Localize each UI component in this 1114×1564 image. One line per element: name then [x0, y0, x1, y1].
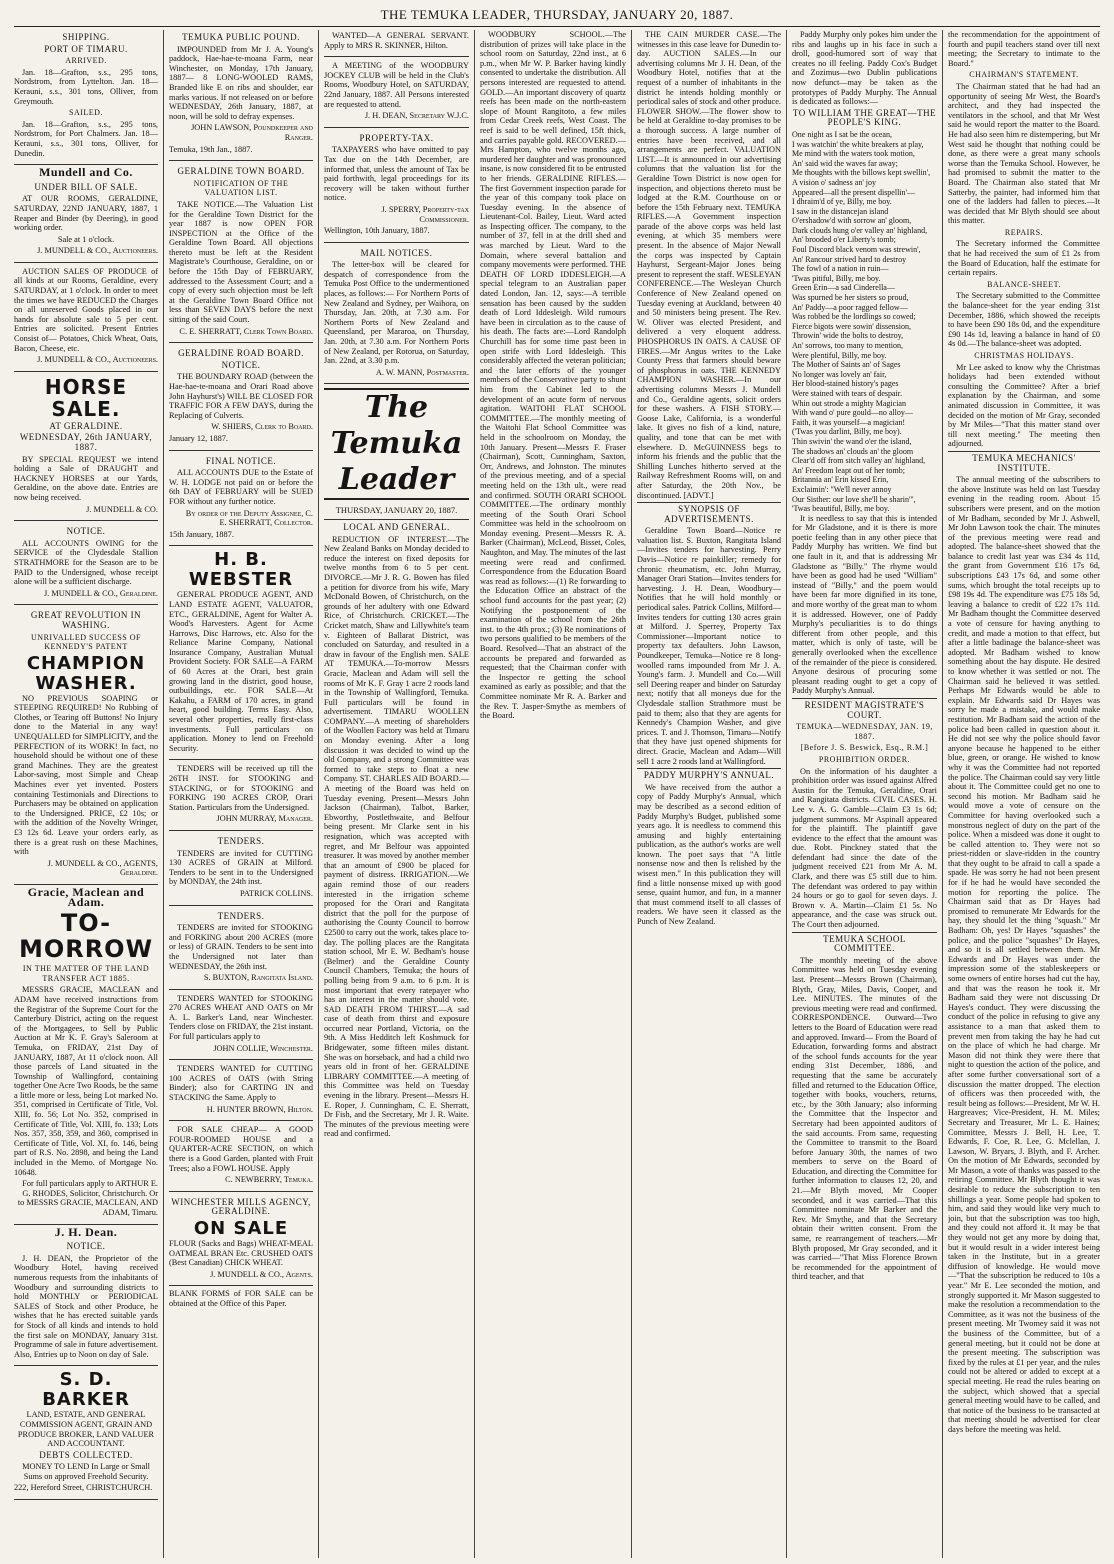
column-4	[480, 30, 626, 1558]
final-signature: By order of the Deputy Assignee, C. E. SHERRATT, Collector.	[185, 508, 313, 528]
webster-ad	[169, 549, 313, 760]
gracie-heading: Gracie, Maclean and Adam.	[27, 884, 145, 909]
poem-line: Fierce bigots were sowin' dissension,	[792, 321, 911, 331]
tenders2-signature: PATRICK COLLINS.	[240, 888, 313, 898]
buxton-tenders-ad	[169, 909, 313, 990]
barker-address: 222, Hereford Street, CHRISTCHURCH.	[14, 1483, 153, 1493]
tenders4-signature: JOHN COLLIE, Winchester.	[213, 1043, 313, 1053]
poem-line: I saw in the distancejan island	[792, 206, 889, 216]
column-rule	[474, 30, 475, 1558]
sailed-text: Jan. 18—Grafton, s.s., 295 tons, Nordstrom, for Port Chalmers. Jan. 18—Kerauni, s.s., 301 tons, Olliver, for Dunedin.	[14, 119, 158, 158]
column-3	[324, 30, 469, 1558]
final-notice-ad	[169, 454, 313, 547]
pound-date: Temuka, 19th Jan., 1887.	[169, 144, 253, 154]
blank-forms-notice: BLANK FORMS of FOR SALE can be obtained at the Office of this Paper.	[169, 1289, 313, 1308]
wanted-ad	[324, 30, 469, 57]
poem-line: Clear'd off from sitch valley an' highland,	[792, 456, 926, 466]
tomorrow-heading: TO-MORROW	[18, 909, 154, 964]
auction-signature: J. MUNDELL & CO., Auctioneers.	[37, 355, 158, 365]
poem-line: Dark clouds hung o'er valley an' highland,	[792, 225, 928, 235]
column-rule	[318, 30, 319, 1558]
final-date: 15th January, 1887.	[169, 529, 234, 539]
poem-line: An' sorrows, too many to mention,	[792, 341, 903, 350]
tenders3-signature: S. BUXTON, Rangitata Island.	[203, 973, 313, 983]
grb-text: THE BOUNDARY ROAD (between the Hae-hae-te-moana and Orari Road above John Hayhurst's) WILL BE CLOSED FOR TRAFFIC FOR A FEW DAYS, during the Replacing of Culverts.	[169, 372, 313, 420]
washing-heading: GREAT REVOLUTION IN WASHING.	[30, 610, 142, 630]
poem-line: Me thoughts with the billows kept swellin',	[792, 168, 931, 178]
grb-heading: GERALDINE ROAD BOARD.	[178, 348, 304, 359]
tenders3-text: TENDERS are invited for STOOKING and FORKING about 200 ACRES (more or less) of GRAIN. Tenders to be sent into the Undersigned not later than WEDNESDAY, the 26th inst.	[169, 923, 313, 971]
poem-line: The fowl of a nation in ruin—	[792, 264, 889, 274]
bill-signature: J. MUNDELL & CO., Auctioneers.	[37, 246, 158, 256]
barker-text: LAND, ESTATE, AND GENERAL COMMISSION AGENT, GRAIN AND PRODUCE BROKER, LAND VALUER AND ACCOUNTANT.	[17, 1410, 155, 1449]
column-7	[948, 30, 1100, 1558]
paddy-text: We have received from the author a copy of Paddy Murphy's Annual, which may be described as a second edition of Paddy Murphy's Budget, published some years ago. It is needless to commend this amusing and highly entertaining publication, as the author's works are well known. The poet says that "A little nonsense now and then Is relished by the wisest men." In this publication they will find a little nonsense mixed up with good sense, quaint humor, and fun, in a manner that must commend itself to all classes of readers. We have seen it classed as the Punch of New Zealand.	[637, 782, 781, 927]
poem-body	[792, 130, 937, 514]
tenders5-text: TENDERS WANTED for CUTTING 100 ACRES of OATS (with String Binder); also for CARTING IN and STACKING the Same. Apply to	[169, 1064, 313, 1103]
poem-line: O'ershadow'd with sorrow an' gloom,	[792, 216, 912, 226]
mail-heading: MAIL NOTICES.	[360, 247, 433, 258]
barker-debts: DEBTS COLLECTED.	[39, 1449, 133, 1460]
road-board-ad	[169, 346, 313, 450]
shipping-section	[14, 30, 158, 165]
poem-line: A vision o' sadness an' joy	[792, 177, 876, 187]
tenders5-signature: H. HUNTER BROWN, Hilton.	[206, 1104, 313, 1114]
gtb-subheading: NOTIFICATION OF THE VALUATION LIST.	[193, 178, 289, 198]
synopsis-heading: SYNOPSIS OF ADVERTISEMENTS.	[637, 502, 781, 524]
page-masthead: THE TEMUKA LEADER, THURSDAY, JANUARY 20, 1887.	[14, 4, 1100, 27]
onsale-signature: J. MUNDELL & CO., Agents.	[210, 1269, 313, 1279]
poem-line: Green Erin—a sad Cinderella—	[792, 283, 895, 293]
poem-line: An' said wid the waves far away;	[792, 158, 898, 168]
pound-ad	[169, 30, 313, 161]
forsale-signature: C. NEWBERRY, Temuka.	[225, 1175, 313, 1185]
stallion-notice-ad	[14, 524, 158, 605]
column-5	[637, 30, 781, 1558]
tenders3-heading: TENDERS.	[217, 910, 265, 921]
poem-line: Our Sisther: our love she'll be sharin'",	[792, 494, 916, 504]
column-rule	[163, 30, 164, 1558]
barker-ad	[14, 1369, 158, 1500]
washer-signature: J. MUNDELL & CO., AGENTS, Geraldine.	[47, 858, 158, 878]
balance-heading: BALANCE-SHEET.	[987, 279, 1061, 289]
rm-court-heading: RESIDENT MAGISTRATE'S COURT.	[792, 698, 937, 720]
christmas-heading: CHRISTMAS HOLIDAYS.	[974, 351, 1074, 360]
prop-text: TAXPAYERS who have omitted to pay Tax due on the 14th December, are informed that, unless the amount of Tax be paid forthwith, legal proceedings for its recovery will be taken without further notice.	[324, 145, 469, 203]
washer-heading: CHAMPION WASHER.	[26, 652, 146, 694]
christmas-text: Mr Lee asked to know why the Christmas holidays had been extended without consulting the Committee? After a brief explanation by the Chairman, and some animated discussion in Committee, it was decided on the motion of Mr Gray, seconded by Mr Miles—"That this matter stand over till next meeting." The meeting then adjourned.	[948, 362, 1100, 449]
horse-sale-date: WEDNESDAY, 26th JANUARY, 1887.	[19, 432, 153, 452]
grb-signature: W. SHIERS, Clerk to Board.	[211, 422, 313, 432]
onsale-items: FLOUR (Sacks and Bags) WHEAT-MEAL OATMEAL BRAN Etc. CRUSHED OATS (Best Canadian) CHICK WHEAT.	[169, 1238, 313, 1268]
bill-of-sale-ad	[14, 180, 158, 263]
poem-heading: TO WILLIAM THE GREAT—THE PEOPLE'S KING.	[792, 107, 937, 128]
repairs-heading: REPAIRS.	[1004, 227, 1044, 237]
column-6	[792, 30, 937, 1558]
synopsis-text: Geraldine Town Board—Notice re valuation list. S. Buxton, Rangitata Island—Invites tenders for harvesting. Perry Davis—Notice re painkiller; remedy for chronic rheumatism, etc. John Murray, Manager Orari Station—Invites tenders for harvesting. J. H. Dean, Woodbury—Notifies that he will hold monthly or periodical sales. Patrick Collins, Milford—Invites tenders for cutting 130 acres grain at Milford. J. Sperrey, Property Tax Commissioner—Important notice to property tax defaulters. John Lawson, Poundkeeper, Temuka—Notice re 8 long-woolled rams impounded from Mr J. A. Young's farm. J. Mundell and Co.—Will sell Deering reaper and binder on Saturday next; notify that all moneys due for the Clydesdale stallion Strathmore must be paid to them; also that they are agents for Kennedy's Champion Washer, and give prices. T. and J. Thomson, Timaru—Notify that they have just opened shipments for direct. Gracie, Maclean and Adam—Will sell 1 acre 2 roods land at Wallingford.	[637, 526, 781, 766]
horse-sale-signature: J. MUNDELL & CO.	[86, 504, 158, 514]
poem-line: I dhraim'd of ye, Billy, me boy.	[792, 197, 892, 207]
mail-notices	[324, 246, 469, 385]
poem-line: 'Twas pitiful, Billy, me boy.	[792, 273, 881, 283]
poem-line: No longer was lovely an' fair,	[792, 369, 887, 379]
poem-line: Were stained with tears of despair.	[792, 388, 902, 398]
poem-line: One night as I sat be the ocean,	[792, 129, 892, 139]
column-1	[14, 30, 158, 1558]
pound-heading: TEMUKA PUBLIC POUND.	[182, 32, 300, 42]
tomorrow-auction-ad	[14, 909, 158, 1224]
poem-line: The Mother of Saints an' of Sages	[792, 360, 901, 370]
poem-line: Appeared—all the present dispellin'—	[792, 187, 915, 197]
milford-tenders-ad	[169, 834, 313, 906]
port-subheading: PORT OF TIMARU.	[44, 43, 128, 54]
prop-heading: PROPERTY-TAX.	[359, 132, 434, 143]
arrived-text: Jan. 18—Grafton, s.s., 295 tons, Nordstrom, from Lyttelton. Jan. 18—Kerauni, s.s., 301 tons, Olliver, from Greymouth.	[14, 67, 158, 106]
poem-line: With wand o' pure gould—no alloy—	[792, 408, 913, 418]
jockey-club-ad	[324, 60, 469, 128]
pound-text: IMPOUNDED from Mr J. A. Young's paddock, Hae-hae-te-moana Farm, near Winchester, on Monday, 17th January, 1887— 8 LONG-WOOLED RAMS, Branded like E on ribs and shoulder, ear marks various. If not released on or before WEDNESDAY, 26th January, 1887, at noon, will be sold to defray expenses.	[169, 44, 313, 121]
gtb-heading: GERALDINE TOWN BOARD.	[177, 166, 305, 177]
barker-heading: S. D. BARKER	[42, 1369, 130, 1411]
orari-tenders-ad	[169, 763, 313, 831]
dean-notice-ad	[14, 1239, 158, 1366]
bill-sale-time: Sale at 1 o'clock.	[57, 234, 115, 244]
dean-notice-heading: NOTICE.	[66, 1241, 106, 1252]
mail-text: The letter-box will be cleared for despatch of correspondence from the Temuka Post Office to the undermentioned places, as follows:— For Northern Ports of New Zealand and Sydney, per Waihora, on Thursday, Jan. 20th, at 7.30 a.m. For Northern Ports of New Zealand and Queensland, per Mararoa, on Thursday, Jan. 20th, at 7.30 a.m. For Northern Ports of New Zealand, per Rotorua, on Saturday, Jan. 22nd, at 3.30 p.m.	[324, 260, 469, 366]
balance-text: The Secretary submitted to the Committee the balance-sheet for the year ending 31st December, 1886, which showed the receipts to have been £90 18s 0d, and the expenditure £90 14s 1d, leaving a balance in hand of £0 4s 0d.—The balance-sheet was adopted.	[948, 291, 1100, 349]
poem-line: I was watchin' the white breakers at play,	[792, 139, 924, 149]
auction-text: AUCTION SALES OF PRODUCE of all kinds at our Rooms, Geraldine, every SATURDAY, at 1 o'clock. In order to meet the times we have REDUCED the Charges on all unreserved Goods placed in our hands for absolute sale to 5 per cent. Entries are solicited. Present Entries Consist of— Potatoes, Chick Wheat, Oats, Bacon, Cheese, etc.	[14, 266, 158, 353]
dean-heading: J. H. Dean.	[54, 1224, 118, 1239]
shipping-heading: SHIPPING.	[62, 32, 110, 42]
poem-line: Exclaimin': "We'll never annoy	[792, 484, 892, 494]
mechanics-text: The annual meeting of the subscribers to the above Institute was held on last Tuesday evening in the reading room. About 15 subscribers were present, and on the motion of Mr Badham, seconded by Mr J. Ashwell, Mr John Lawson took the chair. The minutes of the previous meeting were read and adopted. The balance-sheet showed that the balance to credit last year was £34 4s 11d, the grant from Government £16 17s 6d, subscriptions £43 17s 6d, and some other sums, which brought the total receipts up to £98 19s 4d. The expenditure was £75 18s 5d, leaving a balance to credit of £22 17s 11d. Mr Badham thought the Committee deserved a vote of censure for having anything to credit, and made a motion to that effect, but after a little badinage the balance-sheet was adopted. Mr Badham wished to know something about the hay dispute. He desired to know whether it was settled or not. The Chairman said he believed it was settled. Perhaps Mr Edwards would be able to explain. Mr Edwards said Dr Hayes was sorry he made a mistake, and would make restitution. Mr Badham said the action of the police had been called in question about it. He did not see why the police should favor anyone because he happened to be either blue, green, or orange. He wished to know why it was the Committee had not reported the police. The Chairman could say very little about it. The Committee could get no one to second his motion. Mr Badham said he would move a vote of censure on the Committee for having overlooked such a monstrous neglect of duty on the part of the police. When a misdeed was done it ought to be called attention to. They were not so priest-ridden or slave-ridden in the country that they ought to be afraid to call a spade a spade. He was sorry he had not been present for if he had he would have seconded the motion for reporting the police. The Chairman said that as Dr Hayes had promised to remunerate Mr Edwards for the hay, they should let the thing "squash." Mr Badham: Oh, yes! Dr Hayes "squashes" the police, and the police "squashes" Dr Hayes, and so it is all settled between them. Mr Edwards and Dr Hayes was under the impression some of the stableskeepers or some owners of entire horses had cut the hay, and that was the reason he took it. Mr Badham said they were not discussing Dr Hayes's conduct. They were discussing the conduct of the police in refusing to give any assistance to a man that asked them to prevent men from taking the hay he had cut on the place of which he had charge. Mr Mason did not think they were there that night to question the action of the police, and after some further conversational sort of a discussion the matter dropped. The election of officers was then proceeded with, the result being as follows:—President, Mr W. H. Hargreaves; Vice-President, H. M. Miles; Secretary and Treasurer, Mr L. E. Haines; Committee, Messrs J. Bell, H. Lee, T. Edwards, F. Coe, R. Lee, G. Mclellan, J. Lawson, W. Bryars, J. Blyth, and F. Archer. On the motion of Mr Edwards, seconded by Mr Mason, a vote of thanks was passed to the retiring Committee. Mr Blyth thought it was desirable to reduce the subscription to ten shillings a year. Some people had spoken to him, and said they would like very much to join, but that the subscription was too high, and they could not afford it. It may be that they would not get any more by doing that, but it would result in a wider interest being taken in the Institute, but in a greater diffusion of knowledge. He would move—"That the subscription be reduced to 10s a year." Mr E. Lee seconded the motion, and strongly supported it. Mr Mason suggested to make the resolution a recommendation to the Committee, as it was not the business of the present meeting. Mr Twomey said it was not the business of the Committee, but of a general meeting, but it could not be done at the present meeting. The subscription was fixed by the rules at £1 per year, and the rules could not be altered or added to except at a special meeting. He read the rules bearing on the subject, which showed that a special general meeting would have to be called, and that notice of the business to be transacted at that meeting should be advertised for clear days before the meeting was held.	[948, 475, 1100, 1434]
washing-subheading: UNRIVALLED SUCCESS OF KENNEDY'S PATENT	[31, 632, 141, 652]
poem-line: Was robbed be the lordlings so cowed;	[792, 312, 916, 322]
tenders4-text: TENDERS WANTED for STOOKING 270 ACRES WHEAT AND OATS on Mr A. L. Barker's Land, near Winchester. Tenders close on FRIDAY, the 21st instant. For full particulars apply to	[169, 993, 313, 1042]
column-7-intro: the recommendation for the appointment of fourth and pupil teachers stand over till next meeting; the Secretary to intimate to the Board."	[948, 30, 1100, 68]
poem-line: An' Paddy—a poor ragged fellow—	[792, 302, 908, 312]
notice-heading: NOTICE.	[66, 526, 106, 537]
rm-court-prohibition: PROHIBITION ORDER.	[818, 754, 911, 764]
prop-date: Wellington, 10th January, 1887.	[324, 226, 430, 236]
forsale-text: FOR SALE CHEAP— A GOOD FOUR-ROOMED HOUSE and a QUARTER-ACRE SECTION, on which there is a Good Garden, planted with Fruit Trees; also a FOWL HOUSE. Apply	[169, 1125, 313, 1173]
notice-signature: J. MUNDELL & CO., Geraldine.	[43, 588, 158, 598]
sailed-label: SAILED.	[69, 108, 103, 118]
poem-line: Throwin' wide the bolts to destroy,	[792, 331, 904, 341]
mechanics-heading: TEMUKA MECHANICS' INSTITUTE.	[948, 451, 1100, 473]
arrived-label: ARRIVED.	[65, 56, 107, 66]
column-5-text: THE CAIN MURDER CASE.—The witnesses in this case leave for Dunedin to-day. AUCTION SALES.—In our advertising columns Mr J. H. Dean, of the Woodbury Hotel, notifies that at the request of a number of inhabitants in the district he intends holding monthly or periodical sales of stock and other produce. FLOWER SHOW.—The flower show to be held at Geraldine to-day promises to be a thorough success. A large number of entries have been received, and all arrangements are perfect. VALUATION LIST.—It is announced in our advertising columns that the valuation list for the Geraldine Town District is now open for inspection, and objections thereto must be lodged at the R.M. Courthouse on or before the 15th February next. TEMUKA RIFLES.—A Government inspection parade of the above corps was held last evening, at which 35 members were present. In the absence of Major Newall the corps was inspected by Captain Hayhurst, Sergeant-Major Jones being present to represent the staff. WESLEYAN CONFERENCE.—The Wesleyan Church Conference of New Zealand opened on Tuesday evening at Auckland, between 40 and 50 ministers being present. The Rev. W. Oliver was elected President, and delivered a very eloquent address. PHOSPHORUS IN OATS. A CAUSE OF FIRES.—Mr Angus writes to the Lake County Press that farmers should beware of phosphorus in oats. THE KENNEDY CHAMPION WASHER.—In our advertising columns Messrs J. Mundell and Co., Geraldine agents, solicit orders for these washers. A FISH STORY.—Goose Lake, California, is a wonderful lake. It gives no fish of a kind, nature, quality, and tone that can be met with elsewhere. D. McGUINNESS begs to inform his friends and the public that the Shilling Lunches hitherto served at the Railway Refreshment Rooms will, on and after Saturday, the 20th Nov., be discontinued. [ADVT.]	[637, 30, 781, 500]
winchester-mills-ad	[169, 1195, 313, 1287]
wanted-text: WANTED—A GENERAL SERVANT. Apply to MRS R. SKINNER, Hilton.	[324, 31, 469, 50]
issue-date: THURSDAY, JANUARY 20, 1887.	[324, 504, 469, 520]
rm-court-before: [Before J. S. Beswick, Esq., R.M.]	[800, 743, 929, 753]
local-general-text: REDUCTION OF INTEREST.—The New Zealand Banks on Monday decided to reduce the interest on fixed deposits for twelve months from 6 to 5 per cent. DIVORCE.—Mr J. R. G. Bowen has filed a petition for divorce from his wife, Mary McDonald Bowen, of Christchurch, on the grounds of her adultery with one Edward Rice, of Christchurch. CRICKET.—The Cricket match, Shaw and Lillywhite's team v. Eighteen of Ballarat District, was concluded on Saturday, and resulted in a draw in favour of the English men. SALE AT TEMUKA.—To-morrow Messrs Gracie, Maclean and Adam will sell the rooms of Mr K. F. Gray 1 acre 2 roods land in the Township of Wallingford, Temuka. Full particulars will be found in advertisement. TIMARU WOOLLEN COMPANY.—A meeting of shareholders of the Woollen Factory was held at Timaru on Monday evening. After a long discussion it was decided to wind up the old Company, and a strong Committee was formed to take steps to float a new Company. ST. CHARLES AID BOARD.—A meeting of the Board was held on Tuesday evening. Present—Messrs John Jackson (Chairman), Talbot, Barker, Ebworthy, Postlethwaite, and Belfour being present. Mr Clarke sent in his resignation, which was accepted with regret, and Mr Belfour was appointed treasurer. It was moved by another member that an amount of £900 be placed for payment of distress. IRRIGATION.—We again remind those of our readers interested in the irrigation scheme proposed for the Orari and Rangitata district that the poll for the purpose of authorising the County Council to borrow £2500 to carry out the work, takes place to-day. The polling places are the Rangitata station school, Mr E. W. Bedham's house (Belmer) and the Geraldine County Council Chambers, Temuka; the hours of polling being from 9 a.m. to 6 p.m. It is most important that every ratepayer who has an interest in the matter should vote. SAD DEATH FROM THIRST.—A sad case of death from thirst and exposure occurred near Portland, Victoria, on the 9th. A Miss Hedditch left Koshmuck for Bridgewater, some fifteen miles distant. She was on horseback, and had a child two years old in front of her. GERALDINE LIBRARY COMMITTEE.—A meeting of this Committee was held on Tuesday evening in the library. Present—Messrs H. E. Roper, J. Cunningham, C. E. Sherratt, Dr Fish, and the Secretary, Mr J. R. Waite. The minutes of the previous meeting were read and confirmed.	[324, 534, 469, 1139]
washer-text: NO PREVIOUS SOAPING or STEEPING REQUIRED! No Rubbing of Clothes, or Tearing off Buttons! No Injury done to the Material in any way! UNEQUALLED for SIMPLICITY, and the PERFECTION of its WORK! In fact, no household should be without one of these grand Machines. They are the greatest Labor-saving, most Simple and Cheap Machines ever yet invented. Posters containing Testimonials and Directions to Purchasers may be obtained on application to the Undersigned. PRICE, £2 10s; or with the addition of the Novelty Wringer, £3 12s 6d. Leave your orders early, as there is a great rush on these Machines, with	[14, 693, 158, 857]
poem-line: Foul Discord black venom was strewin',	[792, 245, 921, 255]
paddy-intro: Paddy Murphy only pokes him under the ribs and laughs up in his face in such a droll, good-humored sort of way that creates no ill feeling. Paddy Cox's Budget and Zozimus—two Dublin publications now defunct—may be taken as the prototypes of Paddy Murphy. The Annual is dedicated as follows:—	[792, 30, 937, 107]
final-heading: FINAL NOTICE.	[205, 455, 277, 466]
school-committee-heading: TEMUKA SCHOOL COMMITTEE.	[792, 932, 937, 954]
horse-sale-ad	[14, 375, 158, 521]
poem-line: An' Freedom leapt out of her tomb;	[792, 465, 905, 475]
horse-sale-heading: HORSE SALE.	[44, 374, 128, 421]
webster-heading: H. B. WEBSTER	[188, 549, 294, 591]
poem-commentary: It is needless to say that this is intended for Mr Gladstone, and it is there is more poetic feeling than in any other piece that Paddy Murphy has written. We find but one fault in it, and that is addressing Mr Gladstone as "Billy." The rhyme would have been as good had he used "William" instead of "Billy," and the poem would have been far more dignified in its tone, and more worthy of the great man to whom it is addressed. However, one of Paddy Murphy's peculiarities is to do things different from other people, and this matter, which is only of taste, will be generally overlooked when the excellence of the remainder of the piece is considered. Anyone desirous of procuring some pleasant reading ought to get a copy of Paddy Murphy's Annual.	[792, 513, 937, 696]
newspaper-title: The Temuka Leader	[324, 388, 469, 500]
column-rule	[786, 30, 787, 1558]
local-general-heading: LOCAL AND GENERAL.	[343, 522, 450, 532]
poem-line: Faith, it was yourself—a magician!	[792, 417, 906, 427]
poem-line: Whin out strode a mighty Magician	[792, 398, 906, 408]
tomorrow-subheading: IN THE MATTER OF THE LAND TRANSFER ACT 1885.	[22, 964, 150, 983]
poem-line: 'Twas beautiful, Billy, me boy.	[792, 504, 890, 514]
mundell-heading: Mundell and Co.	[39, 165, 133, 180]
poem-line: An' brooded o'er Liberty's tomb;	[792, 235, 896, 245]
barker-money: MONEY TO LEND In Large or Small Sums on approved Freehold Security.	[22, 1462, 150, 1481]
collie-tenders-ad	[169, 993, 313, 1061]
poem-line: Her blood-stained history's pages	[792, 379, 899, 389]
notice-text: ALL ACCOUNTS OWING for the SERVICE of the Clydesdale Stallion STRATHMORE for the Season are to be PAID to the Undersigned, whose receipt alone will be a sufficient discharge.	[14, 538, 158, 587]
gtb-signature: C. E. SHERRATT, Clerk Town Board.	[179, 326, 313, 336]
prop-signature: J. SPERRY, Property-tax Commissioner.	[381, 204, 469, 224]
onsale-heading: ON SALE	[193, 1217, 289, 1239]
chairman-text: The Chairman stated that he had had an opportunity of seeing Mr West, the Board's architect, and they had inspected the ventilators in the school, and that Mr West said he would report the matter to the Board. He had also seen him re distempering, but Mr West said he thought that nothing could be done, as there were a great many schools worse than the Temuka School. However, he had promised to submit the matter to the Board. The Chairman also stated that Mr Satterby, the painter, had informed him that one of the ladders had fallen to pieces.—It was decided that Mr Blyth should see about this matter.	[948, 81, 1100, 226]
poem-line: Britannia an' Erin kissed Erin,	[792, 475, 889, 485]
brown-tenders-ad	[169, 1063, 313, 1121]
dean-notice-text: J. H. DEAN, the Proprietor of the Woodbury Hotel, having received numerous requests from the inhabitants of Woodbury and surrounding districts to hold MONTHLY or PERIODICAL SALES of Stock and other Produce, he wishes that he has erected suitable yards for Stock of all kinds and intends to hold the first sale on MONDAY, January 31st. Programme of sale in future advertisement. Also, Entries up to Noon on day of Sale.	[14, 1253, 158, 1359]
paddy-heading: PADDY MURPHY'S ANNUAL.	[637, 768, 781, 781]
mail-signature: A. W. MANN, Postmaster.	[375, 367, 469, 377]
final-text: ALL ACCOUNTS DUE to the Estate of W. H. LODGE not paid on or before the 6th DAY of FEBRUARY will be SUED FOR without any further notice.	[169, 468, 313, 506]
jockey-text: A MEETING of the WOODBURY JOCKEY CLUB will be held in the Club's Rooms, Woodbury Hotel, on SATURDAY, 22nd January, 1887. All Persons interested are requested to attend.	[324, 61, 469, 109]
pound-signature: JOHN LAWSON, Poundkeeper and Ranger.	[191, 123, 313, 142]
tenders2-text: TENDERS are invited for CUTTING 130 ACRES of GRAIN at Milford. Tenders to be sent in to the Undersigned by MONDAY, the 24th inst.	[169, 848, 313, 887]
jockey-signature: J. H. DEAN, Secretary W.J.C.	[364, 111, 469, 121]
tenders-heading: TENDERS.	[217, 835, 265, 846]
winchester-heading: WINCHESTER MILLS AGENCY, GERALDINE.	[171, 1196, 311, 1217]
school-committee-text: The monthly meeting of the above Committee was held on Tuesday evening last. Present—Messrs Brown (Chairman), Blyth, Gray, Miles, Davis, Cooper, and Lee. MINUTES. The minutes of the previous meeting were read and confirmed. CORRESPONDENCE. Outward—Two letters to the Board of Education were read and approved. Inward— From the Board of Education, forwarding forms and abstract of the school funds accounts for the year ending 31st December, 1886, and requesting that the same be accurately filled and returned to the Education Office, together with books, vouchers, returns, etc., by the 30th January; also informing the Committee that the Inspector and Secretary had been appointed auditors of the said accounts. From same, requesting the Committee to transmit to the Board before January 30th, the names of two members to serve on the Board of Education, and directing the Committee for further information to clauses 12, 20, and 21.—Mr Blyth moved, Mr Cooper seconded, and it was carried—That this Committee nominate Mr Barker and the Rev. Mr Smythe, and that the Secretary obtain their written consent. From the same, re rearrangement of teachers.—Mr Blyth proposed, Mr Gray seconded, and it was carried—"That Miss Florence Brown be recommended for the appointment of third teacher, and that	[792, 955, 937, 1282]
rm-court-date: TEMUKA—WEDNESDAY, JAN. 19, 1887.	[796, 722, 933, 741]
horse-sale-text: BY SPECIAL REQUEST we intend holding a Sale of DRAUGHT and HACKNEY HORSES at our Yards, Geraldine, on the above date. Entries are now being received.	[14, 454, 158, 502]
poem-line: Were plentiful, Billy, me boy.	[792, 350, 887, 360]
bill-heading: UNDER BILL OF SALE.	[34, 181, 138, 192]
column-rule	[942, 30, 943, 1558]
rm-court-text: On the information of his daughter a prohibition order was issued against Alfred Austin for the Temuka, Geraldine, Orari and Rangitata districts. CIVIL CASES. H. Lee v. A. G. Gamble—Claim £3 1s 6d; judgment summons. Mr Aspinall appeared for the plaintiff. The plaintiff gave evidence to the effect that the amount was due. Robt. Pinckney stated that the defendant had since the date of the judgment received £21 from Mr A. M. Clark, and there was £5 still due to him. The defendant was ordered to pay within 24 hours or go to gaol for seven days. J. Brown v. A. Martin—Claim £1 5s. No appearance, and the case was struck out. The Court then adjourned.	[792, 766, 937, 930]
column-2	[169, 30, 313, 1558]
chairman-heading: CHAIRMAN'S STATEMENT.	[969, 70, 1079, 80]
valuation-list-ad	[169, 164, 313, 343]
tenders1-signature: JOHN MURRAY, Manager.	[216, 814, 313, 824]
grb-notice: NOTICE.	[221, 359, 261, 370]
column-4-text: WOODBURY SCHOOL.—The distribution of prizes will take place in the school room on Saturday, 22nd inst., at 6 p.m., when Mr W. P. Barker having kindly consented to undertake the distribution. All persons interested are requested to attend. GOLD.—An important discovery of quartz reefs has been made on the north-eastern slope of Mount Rangitoto, a few miles from Cedar Creek reefs, West Coast. The reef is said to be well defined, 15ft thick, and carries payable gold. RECOVERED.—Mrs Hampton, who twelve months ago, murdered her daughter and was pronounced insane, is now considered fit to be entrusted to her friends. GERALDINE RIFLES.—The first Government inspection parade for the year of this company took place on Tuesday evening. In the absence of Lieutenant-Col. Bailey, Lieut. Ward acted as Inspecting officer. The company, to the number of 37, fell in at the drill shed and was marched by Lieut. Ward to the Domain, where several battalion and company movements were performed. THE DEATH OF LORD IDDESLEIGH.—A special telegram to an Australian paper dated London, Jan. 12, says:—A terrible sensation has been caused by the sudden death of Lord Iddesleigh. Wild rumours have been in circulation as to the cause of his death. The facts are:—Lord Randolph Churchill has for some time past been in open strife with Lord Iddesleigh. This considerably affected the veteran politician; and the later efforts of the younger members of the Conservative party to shunt him from the Cabinet led to the development of an acute form of nervous agitation. WAITOHI FLAT SCHOOL COMMITTEE.—The monthly meeting of the Waitohi Flat School Committee was held in the schoolroom on Monday, the 10th January. Present—Messrs F. Fraser (Chairman), Scott, Cunningham, Saxton, Orr, Andrews, and Johnston. The minutes of the previous meeting, and of a special meeting held on the 13th ult., were read and confirmed. SOUTH ORARI SCHOOL COMMITTEE.—The ordinary monthly meeting of the South Orari School Committee was held in the schoolroom on Monday evening. Present—Messrs R. A. Barker (Chairman), McLeod, Bisset, Coles, Naughton, and May. The minutes of the last meeting were read and confirmed. Correspondence from the Education Board was read as follows:—(1) Re forwarding to the Education Office an abstract of the school fund accounts for the past year; (2) Notifying the postponement of the examination of the school from the 26th inst. to the 4th prox.; (3) Re nominations of two persons qualified to be members of the Board. Resolved—That an abstract of the accounts be prepared and forwarded as requested; that the Chairman confer with the Inspector re getting the school examined as early as possible; and that the Committee nominate Mr R. A. Barker and the Rev. T. Jasper-Smythe as members of the Board.	[480, 30, 626, 721]
tomorrow-text: MESSRS GRACIE, MACLEAN and ADAM have received instructions from the Registrar of the Supreme Court for the Canterbury District, acting on the request of the Mortgagees, to Sell by Public Auction at Mr K. F. Gray's Saleroom at Temuka, on FRIDAY, 21st Day of JANUARY, 1887, At 11 o'clock noon. All those parcels of Land situated in the Township of Wallingford, containing together One Acre Two Roods, be the same a little more or less, being Lot marked No. 351, comprised in Certificate of Title, Vol. XIII, fo. 56; Lot No. 352, comprised in Certificate of Title, Vol. XIII, fo. 133; Lots Nos. 357, 358, 359, and 360, comprised in Certificate of Title, Vol. XI, fo. 146, being part of R.S. No. 2898, and being the Land included in the Memo. of Mortgage No. 10648.	[14, 985, 158, 1177]
gtb-text: TAKE NOTICE.—The Valuation List for the Geraldine Town District for the year 1887 is now OPEN FOR INSPECTION at the Office of the Geraldine Town Board. All objections thereto must be left at the Resident Magistrate's Courthouse, Geraldine, on or before the 15th Day of FEBRUARY, addressed to the Assessment Court; and a copy of every such objection must be left at the Geraldine Town Board Office not less than SEVEN DAYS before the next sitting of the said Court.	[169, 199, 313, 325]
grb-date: January 12, 1887.	[169, 433, 228, 443]
bill-text: AT OUR ROOMS, GERALDINE, SATURDAY, 22ND JANUARY, 1887, 1 Reaper and Binder (by Deering), in good working order.	[14, 194, 158, 233]
auction-ad	[14, 266, 158, 372]
poem-line: Was spurned be her sisters so proud,	[792, 293, 909, 303]
poem-line: An' Rancour strived hard to destroy	[792, 254, 907, 264]
poem-line: Me mind with the waters took motion,	[792, 149, 915, 159]
webster-text: GENERAL PRODUCE AGENT, AND LAND ESTATE AGENT, VALUATOR, ETC., GERALDINE, Agent for Walter A. Wood's Harvesters. Agent for Acme Harrows, Disc Harrows, etc. Also for the Reliance Marine Company, National Insurance Company, Australian Mutual Provident Society. FOR SALE—A FARM of 60 Acres at the Orari, best grain growing land in the district, good house, outbuildings, etc. FOR SALE—At Kakahu, a FARM of 170 acres, in grand heart, good building. Terms Easy. Also, several other properties, really first-class investments. Full particulars on application. Money to lend on Freehold Security.	[169, 590, 313, 753]
horse-sale-place: AT GERALDINE.	[49, 420, 123, 431]
poem-line: ('Twas you darlint, Billy, me boy).	[792, 427, 902, 437]
column-rule	[631, 30, 632, 1558]
poem-line: Thin swivin' the wand o'er the island,	[792, 436, 912, 446]
tenders1-text: TENDERS will be received up till the 26TH INST. for STOOKING and STACKING, or for STOOKING and FORKING 190 ACRES CROP, Orari Station. Particulars from the Undersigned.	[169, 764, 313, 812]
house-for-sale-ad	[169, 1124, 313, 1192]
repairs-text: The Secretary informed the Committee that he had received the sum of £1 2s from the Board of Education, half the estimate for certain repairs.	[948, 239, 1100, 278]
property-tax-ad	[324, 131, 469, 243]
tomorrow-contact: For full particulars apply to ARTHUR E. G. RHODES, Solicitor, Christchurch. Or to MESSRS GRACIE, MACLEAN, AND ADAM, Timaru.	[17, 1179, 158, 1217]
poem-line: The shadows an' clouds an' the gloom	[792, 446, 914, 456]
champion-washer-ad	[14, 608, 158, 885]
